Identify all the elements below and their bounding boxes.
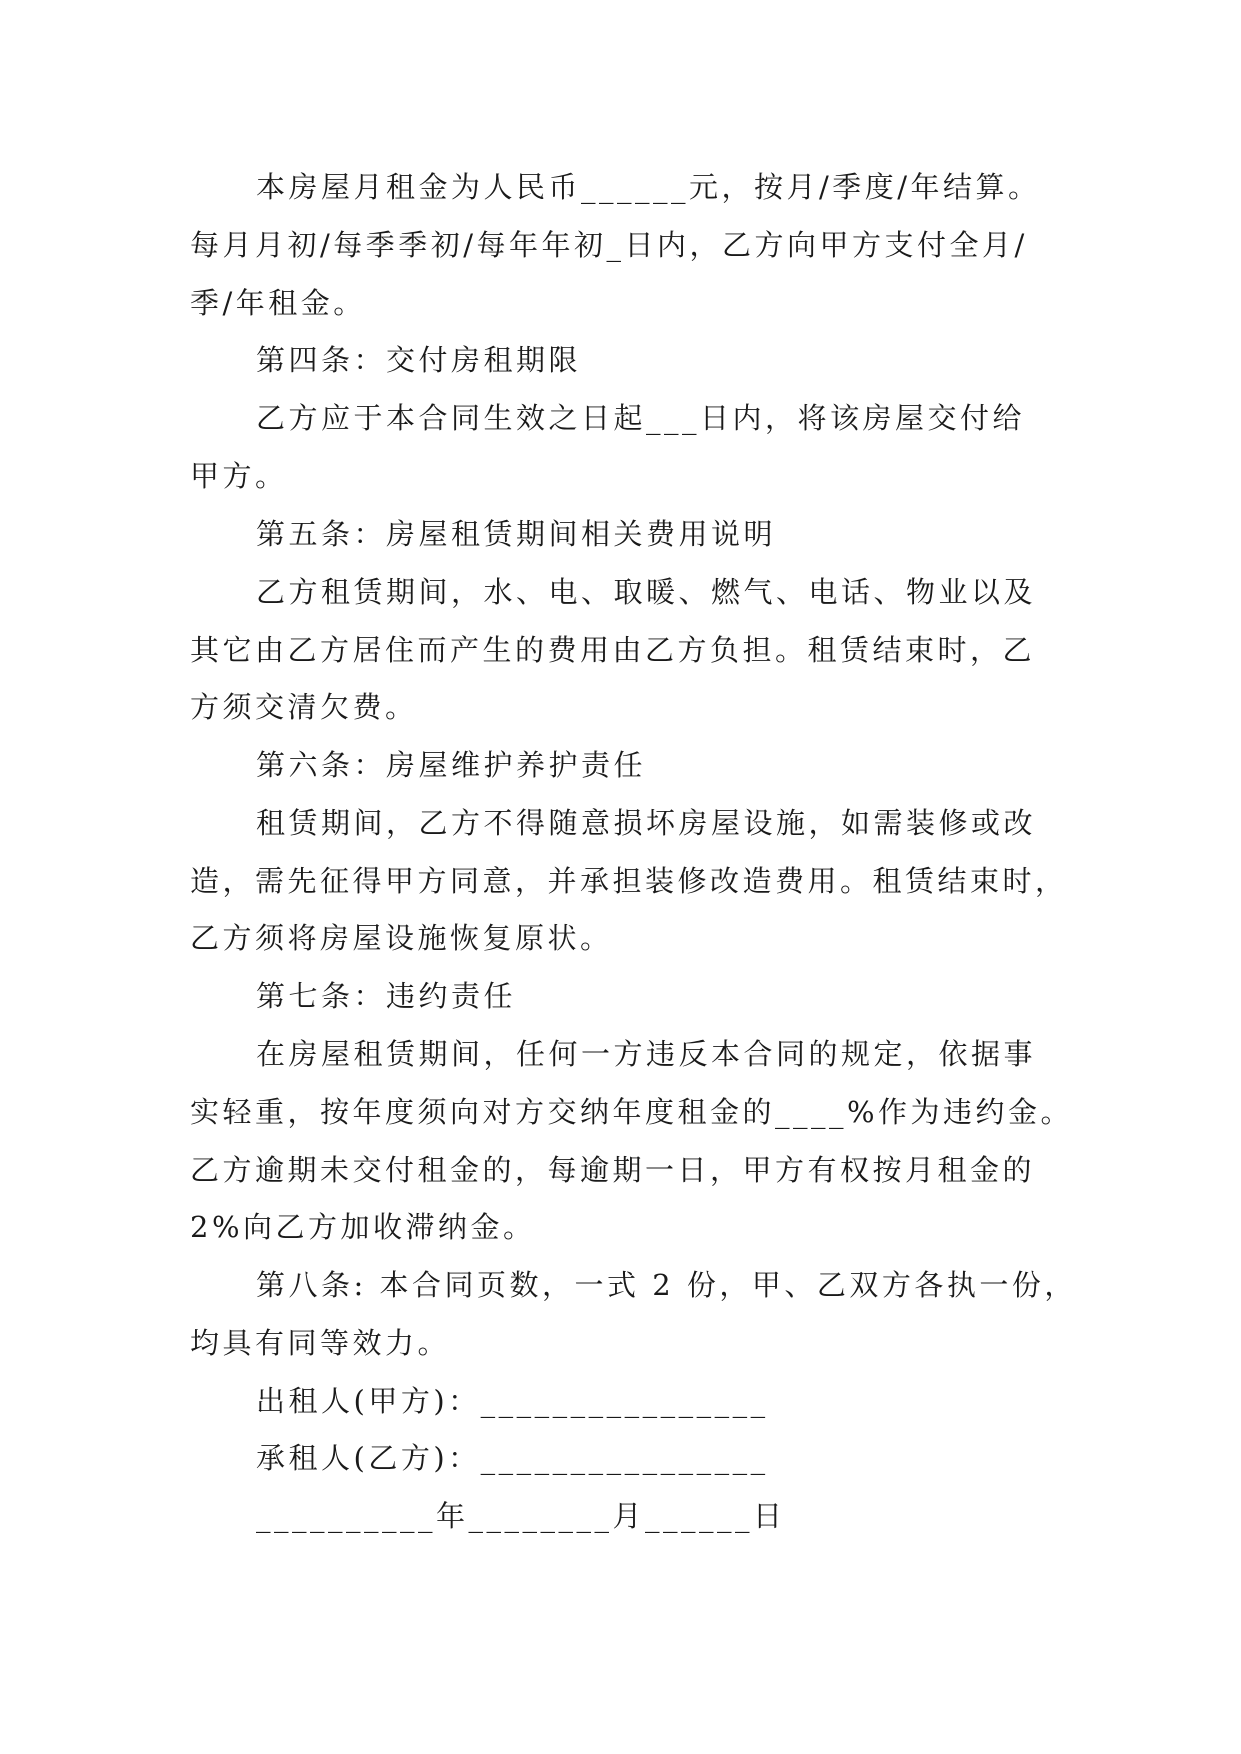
article-8-line-2: 均具有同等效力。 xyxy=(190,1326,451,1360)
article-4-line-2: 甲方。 xyxy=(190,459,288,493)
lessee-signature-line: 承租人(乙方)：________________ xyxy=(256,1441,769,1475)
article-5-heading: 第五条：房屋租赁期间相关费用说明 xyxy=(256,517,777,551)
lessor-signature-line: 出租人(甲方)：________________ xyxy=(256,1384,769,1418)
article-7-line-1: 在房屋租赁期间，任何一方违反本合同的规定，依据事 xyxy=(256,1037,1037,1071)
article-6-line-1: 租赁期间，乙方不得随意损坏房屋设施，如需装修或改 xyxy=(256,806,1037,840)
article-6-line-2: 造，需先征得甲方同意，并承担装修改造费用。租赁结束时， xyxy=(190,864,1068,898)
article-4-heading: 第四条：交付房租期限 xyxy=(256,343,582,377)
article-7-heading: 第七条：违约责任 xyxy=(256,979,517,1013)
rent-amount-line-1: 本房屋月租金为人民币______元，按月/季度/年结算。 xyxy=(256,170,1041,204)
article-8-line-1: 第八条: 本合同页数，一式 2 份，甲、乙双方各执一份， xyxy=(256,1268,1077,1302)
article-7-line-2: 实轻重，按年度须向对方交纳年度租金的____%作为违约金。 xyxy=(190,1095,1074,1129)
article-5-line-2: 其它由乙方居住而产生的费用由乙方负担。租赁结束时，乙 xyxy=(190,633,1036,667)
rent-amount-line-2: 每月月初/每季季初/每年年初_日内，乙方向甲方支付全月/ xyxy=(190,228,1028,262)
article-6-heading: 第六条：房屋维护养护责任 xyxy=(256,748,647,782)
article-6-line-3: 乙方须将房屋设施恢复原状。 xyxy=(190,921,613,955)
article-7-line-3: 乙方逾期未交付租金的，每逾期一日，甲方有权按月租金的 xyxy=(190,1153,1036,1187)
date-line: __________年________月______日 xyxy=(256,1499,786,1533)
article-7-line-4: 2%向乙方加收滞纳金。 xyxy=(190,1210,536,1244)
article-4-line-1: 乙方应于本合同生效之日起___日内，将该房屋交付给 xyxy=(256,401,1026,435)
article-5-line-3: 方须交清欠费。 xyxy=(190,690,418,724)
article-5-line-1: 乙方租赁期间，水、电、取暖、燃气、电话、物业以及 xyxy=(256,575,1037,609)
rent-amount-line-3: 季/年租金。 xyxy=(190,286,366,320)
